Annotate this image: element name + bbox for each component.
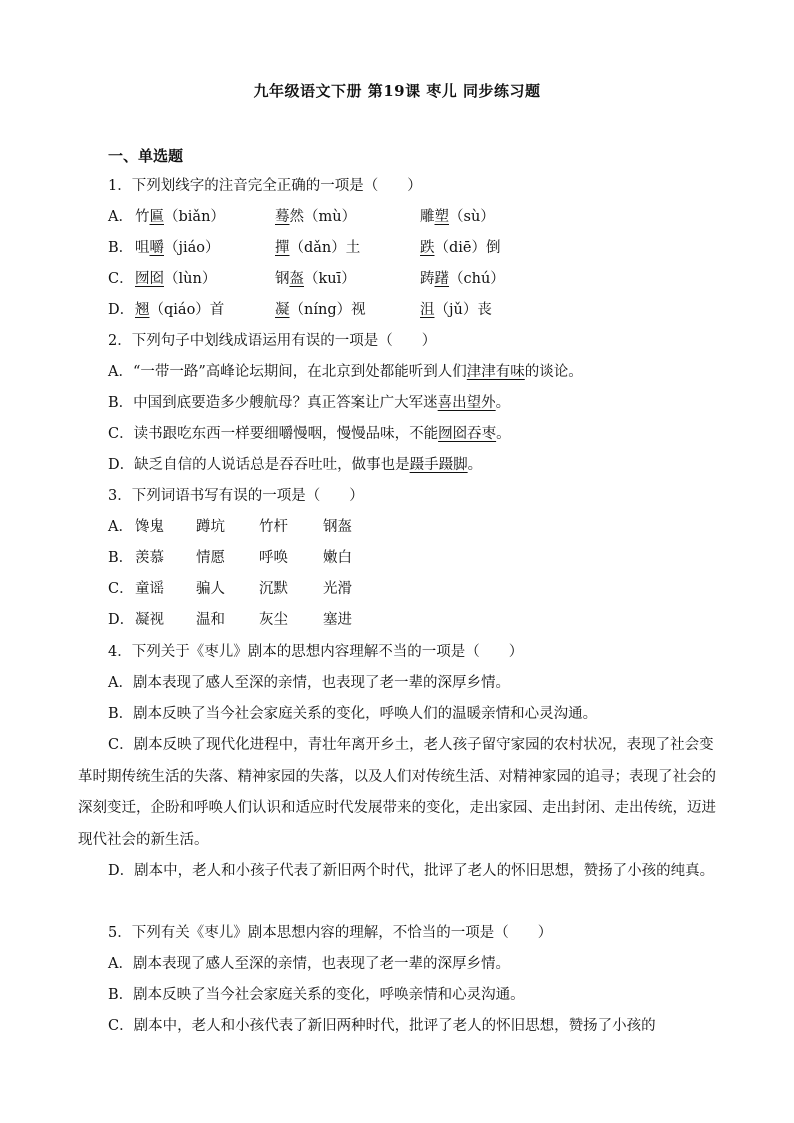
idiom-underlined-text: 蹑手蹑脚 <box>409 457 468 473</box>
question-2-option <box>108 455 482 475</box>
question-2-option <box>108 362 583 382</box>
pinyin-text: （chú） <box>449 271 505 287</box>
question-4-option-b: B．剧本反映了当今社会家庭关系的变化，呼唤人们的温暖亲情和心灵沟通。 <box>108 706 598 722</box>
pinyin-text: 雕 <box>420 209 435 225</box>
option-letter: B． <box>108 240 134 256</box>
pinyin-underlined-text: 匾 <box>149 209 164 225</box>
question-2-stem: 2．下列句子中划线成语运用有误的一项是（ ） <box>108 333 437 349</box>
pinyin-text: （qiáo）首 <box>149 302 225 318</box>
pinyin-underlined-text: 嚼 <box>149 240 164 256</box>
idiom-text: 。 <box>496 426 511 442</box>
pinyin-text: （jǔ）丧 <box>434 302 492 318</box>
word-item: 塞进 <box>323 612 352 628</box>
pinyin-underlined-text: 盔 <box>289 271 304 287</box>
pinyin-item <box>420 238 501 258</box>
option-letter: C． <box>108 581 134 597</box>
word-item: 钢盔 <box>323 519 352 535</box>
pinyin-item <box>275 238 360 258</box>
pinyin-underlined-text: 翘 <box>135 302 150 318</box>
word-item: 呼唤 <box>259 550 288 566</box>
question-2-option <box>108 424 511 444</box>
word-item: 温和 <box>196 612 225 628</box>
pinyin-item <box>275 269 356 289</box>
question-5-option-b: B．剧本反映了当今社会家庭关系的变化，呼唤亲情和心灵沟通。 <box>108 987 525 1003</box>
pinyin-underlined-text: 蓦 <box>275 209 290 225</box>
idiom-text: D．缺乏自信的人说话总是吞吞吐吐，做事也是 <box>108 457 410 473</box>
pinyin-item <box>275 300 366 320</box>
pinyin-item <box>135 207 225 227</box>
idiom-underlined-text: 津津有味 <box>466 364 525 380</box>
question-4-option-c: C．剧本反映了现代化进程中，青壮年离开乡土，老人孩子留守家园的农村状况，表现了社会变革时期传统生活的失落、精神家园的失落，以及人们对传统生活、对精神家园的追寻；表现了社会的深刻变迁，企盼和呼唤人们认识和适应时代发展带来的变化，走出家园、走出封闭、走出传统，迈进现代社会的新生活。 <box>78 737 716 848</box>
word-item: 情愿 <box>196 550 225 566</box>
word-item: 光滑 <box>323 581 352 597</box>
pinyin-text: （níng）视 <box>289 302 366 318</box>
word-item: 骗人 <box>196 581 225 597</box>
pinyin-underlined-text: 沮 <box>420 302 435 318</box>
page-title: 九年级语文下册 第19课 枣儿 同步练习题 <box>253 82 541 100</box>
idiom-underlined-text: 喜出望外 <box>437 395 496 411</box>
option-letter: A． <box>108 519 133 535</box>
pinyin-underlined-text: 囫囵 <box>135 271 164 287</box>
question-1-stem: 1．下列划线字的注音完全正确的一项是（ ） <box>108 178 422 194</box>
question-5-option-a: A．剧本表现了感人至深的亲情，也表现了老一辈的深厚乡情。 <box>108 956 510 972</box>
pinyin-text: 钢 <box>275 271 290 287</box>
pinyin-underlined-text: 躇 <box>434 271 449 287</box>
word-item: 沉默 <box>259 581 288 597</box>
question-4-stem: 4．下列关于《枣儿》剧本的思想内容理解不当的一项是（ ） <box>108 644 524 660</box>
option-letter: D． <box>108 302 135 318</box>
pinyin-text: （jiáo） <box>164 240 220 256</box>
word-item: 童谣 <box>135 581 164 597</box>
question-4-option-a: A．剧本表现了感人至深的亲情，也表现了老一辈的深厚乡情。 <box>108 675 510 691</box>
pinyin-text: 咀 <box>135 240 150 256</box>
word-item: 凝视 <box>135 612 164 628</box>
pinyin-text: （kuī） <box>304 271 356 287</box>
question-4-option-d: D．剧本中，老人和小孩子代表了新旧两个时代，批评了老人的怀旧思想，赞扬了小孩的纯真。 <box>108 863 715 879</box>
word-item: 馋鬼 <box>135 519 164 535</box>
pinyin-underlined-text: 跌 <box>420 240 435 256</box>
idiom-text: 。 <box>467 457 483 473</box>
pinyin-item <box>135 269 216 289</box>
word-item: 竹杆 <box>259 519 288 535</box>
pinyin-text: （sù） <box>449 209 495 225</box>
pinyin-text: （dǎn）土 <box>289 240 361 256</box>
pinyin-item <box>420 207 495 227</box>
pinyin-text: （diē）倒 <box>434 240 501 256</box>
idiom-text: 。 <box>495 395 511 411</box>
idiom-text: B．中国到底要造多少艘航母？真正答案让广大军迷 <box>108 395 438 411</box>
word-item: 嫩白 <box>323 550 352 566</box>
pinyin-text: 踌 <box>420 271 435 287</box>
idiom-text: 的谈论。 <box>524 364 583 380</box>
option-letter: A． <box>108 209 133 225</box>
pinyin-item <box>275 207 356 227</box>
pinyin-item <box>420 269 505 289</box>
pinyin-text: （biǎn） <box>164 209 225 225</box>
pinyin-item <box>420 300 492 320</box>
idiom-text: A．“一带一路”高峰论坛期间，在北京到处都能听到人们 <box>108 364 467 380</box>
idiom-underlined-text: 囫囵吞枣 <box>438 426 497 442</box>
question-5-stem: 5．下列有关《枣儿》剧本思想内容的理解，不恰当的一项是（ ） <box>108 925 553 941</box>
option-letter: D． <box>108 612 135 628</box>
question-5-option-c: C．剧本中，老人和小孩代表了新旧两种时代，批评了老人的怀旧思想，赞扬了小孩的 <box>108 1018 656 1034</box>
question-3-stem: 3．下列词语书写有误的一项是（ ） <box>108 488 364 504</box>
section-heading: 一、单选题 <box>108 147 184 165</box>
pinyin-underlined-text: 凝 <box>275 302 290 318</box>
pinyin-text: （lùn） <box>164 271 217 287</box>
pinyin-underlined-text: 撣 <box>275 240 290 256</box>
pinyin-underlined-text: 塑 <box>434 209 449 225</box>
option-letter: C． <box>108 271 134 287</box>
word-item: 灰尘 <box>259 612 288 628</box>
idiom-text: C．读书跟吃东西一样要细嚼慢咽，慢慢品味，不能 <box>108 426 439 442</box>
word-item: 羡慕 <box>135 550 164 566</box>
option-letter: B． <box>108 550 134 566</box>
pinyin-item <box>135 300 224 320</box>
pinyin-item <box>135 238 220 258</box>
word-item: 蹲坑 <box>196 519 225 535</box>
pinyin-text: 竹 <box>135 209 150 225</box>
pinyin-text: 然（mù） <box>289 209 357 225</box>
question-2-option <box>108 393 510 413</box>
